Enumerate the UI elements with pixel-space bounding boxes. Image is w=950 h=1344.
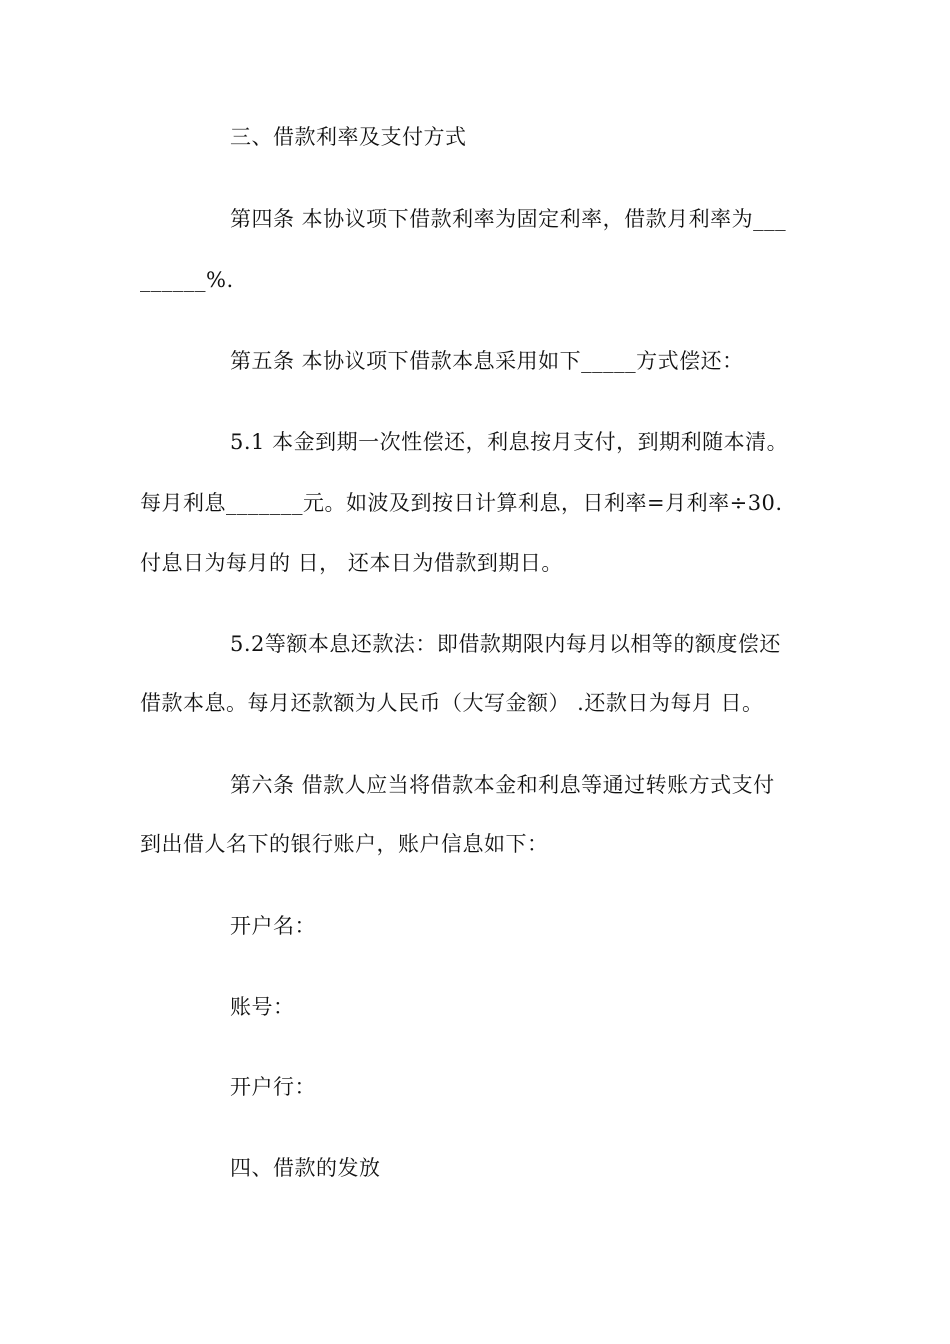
article-4-continuation: ______%. <box>140 268 234 292</box>
clause-5-2-continuation: 借款本息。每月还款额为人民币（大写金额） .还款日为每月 日。 <box>140 691 764 715</box>
account-name-label: 开户名： <box>230 914 316 938</box>
section-heading-disbursement: 四、借款的发放 <box>230 1156 381 1180</box>
account-number-label: 账号： <box>230 995 295 1019</box>
bank-name-label: 开户行： <box>230 1075 316 1099</box>
clause-5-2-text: 5.2等额本息还款法：即借款期限内每月以相等的额度偿还 <box>230 632 781 656</box>
article-6-continuation: 到出借人名下的银行账户，账户信息如下： <box>140 832 549 856</box>
article-5-text: 第五条 本协议项下借款本息采用如下_____方式偿还： <box>230 349 744 373</box>
clause-5-1-text: 5.1 本金到期一次性偿还，利息按月支付，到期利随本清。 <box>230 430 789 454</box>
article-4-text: 第四条 本协议项下借款利率为固定利率，借款月利率为___ <box>230 207 787 231</box>
section-heading-interest: 三、借款利率及支付方式 <box>230 125 467 149</box>
article-6-text: 第六条 借款人应当将借款本金和利息等通过转账方式支付 <box>230 773 775 797</box>
clause-5-1-continuation: 每月利息_______元。如波及到按日计算利息，日利率=月利率÷30. <box>140 491 783 515</box>
clause-5-1-payment-day: 付息日为每月的 日， 还本日为借款到期日。 <box>140 551 563 575</box>
